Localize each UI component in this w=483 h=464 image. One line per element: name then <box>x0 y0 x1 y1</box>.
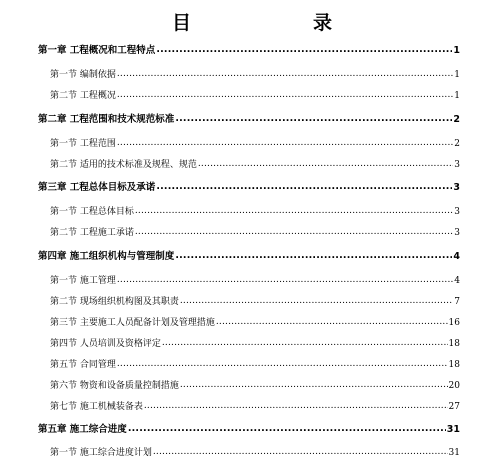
toc-entry-section-4-1[interactable] <box>50 274 460 288</box>
toc-title-right-char: 录 <box>313 12 333 34</box>
dot-leader <box>117 67 453 81</box>
toc-entry-page-number: 4 <box>453 251 460 262</box>
toc-entry-label: 第五章 施工综合进度 <box>38 424 127 435</box>
toc-entry-section-4-2[interactable] <box>50 295 460 309</box>
dot-leader <box>117 273 453 287</box>
toc-entry-label: 第五节 合同管理 <box>50 360 116 370</box>
dot-leader <box>144 399 448 413</box>
toc-entry-label: 第七节 施工机械装备表 <box>50 402 143 412</box>
toc-entry-page-number: 1 <box>453 45 460 56</box>
toc-entry-page-number: 3 <box>453 182 460 193</box>
toc-entry-page-number: 2 <box>453 114 460 125</box>
dot-leader <box>180 294 453 308</box>
toc-entry-page-number: 1 <box>454 91 460 101</box>
toc-entry-page-number: 3 <box>454 228 460 238</box>
toc-entry-page-number: 31 <box>446 424 460 435</box>
toc-entry-page-number: 3 <box>454 207 460 217</box>
toc-entry-label: 第二节 工程概况 <box>50 91 116 101</box>
toc-entry-chapter-2[interactable] <box>38 113 460 127</box>
toc-entry-section-5-1[interactable] <box>50 446 460 460</box>
toc-entry-section-1-2[interactable] <box>50 89 460 103</box>
toc-entry-label: 第六节 物资和设备质量控制措施 <box>50 381 179 391</box>
toc-entry-label: 第二节 工程施工承诺 <box>50 228 134 238</box>
toc-entry-label: 第一节 工程范围 <box>50 139 116 149</box>
toc-entry-page-number: 4 <box>454 276 460 286</box>
toc-entry-label: 第二节 适用的技术标准及规程、规范 <box>50 160 197 170</box>
toc-entry-page-number: 2 <box>454 139 460 149</box>
toc-entry-page-number: 18 <box>448 360 460 370</box>
dot-leader <box>135 225 453 239</box>
toc-entry-section-3-2[interactable] <box>50 226 460 240</box>
toc-entry-section-3-1[interactable] <box>50 205 460 219</box>
dot-leader <box>135 204 453 218</box>
dot-leader <box>153 445 448 459</box>
toc-entry-label: 第四节 人员培训及资格评定 <box>50 339 161 349</box>
dot-leader <box>156 180 452 194</box>
toc-entry-chapter-3[interactable] <box>38 181 460 195</box>
toc-entry-label: 第二节 现场组织机构图及其职责 <box>50 297 179 307</box>
dot-leader <box>117 88 453 102</box>
dot-leader <box>180 378 448 392</box>
toc-entry-page-number: 18 <box>448 339 460 349</box>
dot-leader <box>216 315 448 329</box>
toc-entry-label: 第三章 工程总体目标及承诺 <box>38 182 156 193</box>
toc-entry-section-4-5[interactable] <box>50 358 460 372</box>
toc-entry-label: 第一节 施工综合进度计划 <box>50 448 152 458</box>
dot-leader <box>117 357 448 371</box>
toc-entry-label: 第一节 施工管理 <box>50 276 116 286</box>
dot-leader <box>156 43 452 57</box>
toc-entry-page-number: 1 <box>454 70 460 80</box>
toc-entry-section-2-2[interactable] <box>50 158 460 172</box>
toc-entry-page-number: 27 <box>448 402 460 412</box>
toc-entry-section-4-4[interactable] <box>50 337 460 351</box>
toc-entry-label: 第四章 施工组织机构与管理制度 <box>38 251 175 262</box>
toc-entry-page-number: 16 <box>448 318 460 328</box>
toc-entry-section-4-3[interactable] <box>50 316 460 330</box>
dot-leader <box>117 136 453 150</box>
dot-leader <box>175 249 452 263</box>
dot-leader <box>198 157 453 171</box>
toc-entry-chapter-4[interactable] <box>38 250 460 264</box>
toc-entry-page-number: 7 <box>454 297 460 307</box>
toc-title-left-char: 目 <box>172 12 192 34</box>
dot-leader <box>175 112 452 126</box>
dot-leader <box>128 422 446 436</box>
toc-entry-chapter-5[interactable] <box>38 423 460 437</box>
toc-entry-section-4-7[interactable] <box>50 400 460 414</box>
toc-entry-label: 第三节 主要施工人员配备计划及管理措施 <box>50 318 215 328</box>
toc-entry-section-4-6[interactable] <box>50 379 460 393</box>
toc-entry-page-number: 3 <box>454 160 460 170</box>
toc-entry-label: 第一章 工程概况和工程特点 <box>38 45 156 56</box>
toc-entry-section-1-1[interactable] <box>50 68 460 82</box>
toc-entry-label: 第二章 工程范围和技术规范标准 <box>38 114 175 125</box>
toc-entry-section-2-1[interactable] <box>50 137 460 151</box>
toc-entry-label: 第一节 编制依据 <box>50 70 116 80</box>
dot-leader <box>162 336 448 350</box>
toc-entry-label: 第一节 工程总体目标 <box>50 207 134 217</box>
toc-entry-page-number: 31 <box>448 448 460 458</box>
toc-entry-chapter-1[interactable] <box>38 44 460 58</box>
toc-entry-page-number: 20 <box>448 381 460 391</box>
